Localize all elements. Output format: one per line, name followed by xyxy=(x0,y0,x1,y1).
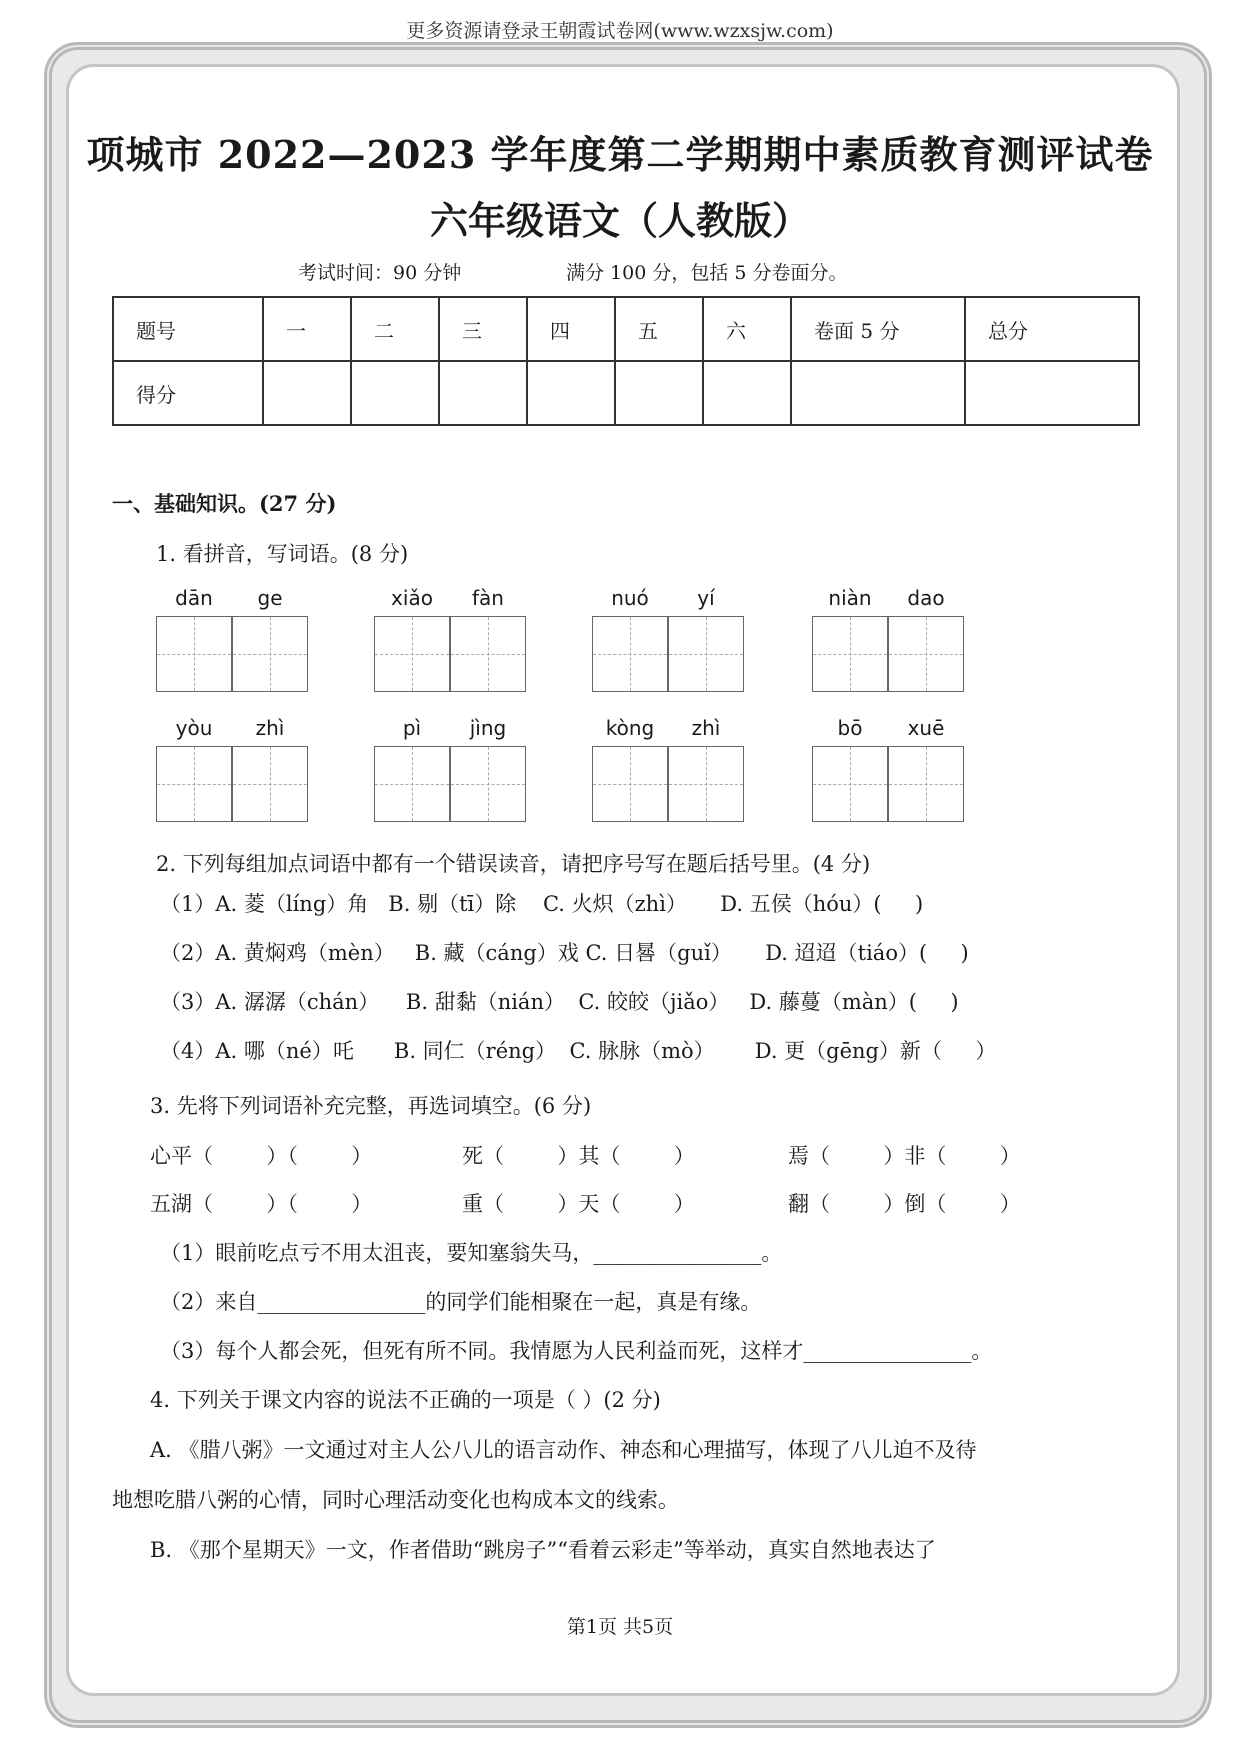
pinyin-text: niàn xyxy=(828,586,872,610)
pinyin-box-group xyxy=(812,716,972,826)
score-cell[interactable] xyxy=(615,361,703,425)
score-header-cell: 一 xyxy=(263,297,351,361)
q3-sentence: （3）每个人都会死，但死有所不同。我情愿为人民利益而死，这样才________________。 xyxy=(160,1339,993,1363)
writing-cell[interactable] xyxy=(812,616,888,692)
pinyin-box-group xyxy=(812,586,972,696)
pinyin-box-group xyxy=(374,716,534,826)
score-cell[interactable] xyxy=(965,361,1139,425)
writing-cell[interactable] xyxy=(592,616,668,692)
writing-cell[interactable] xyxy=(888,616,964,692)
score-row-label: 得分 xyxy=(113,361,263,425)
q2-option-line: （3）A. 潺潺（chán） B. 甜黏（nián） C. 皎皎（jiǎo） D. 藤蔓（màn）( ) xyxy=(160,990,959,1014)
score-header-cell: 三 xyxy=(439,297,527,361)
pinyin-text: ge xyxy=(257,586,283,610)
pinyin-text: yí xyxy=(697,586,715,610)
q2-option-line: （2）A. 黄焖鸡（mèn） B. 藏（cáng）戏 C. 日晷（guǐ） D. 迢迢（tiáo）( ) xyxy=(160,941,969,965)
pinyin-text: zhì xyxy=(255,716,285,740)
q4-option-a: A. 《腊八粥》一文通过对主人公八儿的语言动作、神态和心理描写，体现了八儿迫不及待 xyxy=(150,1438,977,1462)
writing-cell[interactable] xyxy=(812,746,888,822)
writing-cell[interactable] xyxy=(668,616,744,692)
pinyin-box-group xyxy=(592,586,752,696)
pinyin-text: nuó xyxy=(611,586,649,610)
score-table-score-row xyxy=(113,361,1139,425)
pinyin-text: bō xyxy=(837,716,863,740)
pinyin-box-group xyxy=(156,586,316,696)
score-cell[interactable] xyxy=(439,361,527,425)
writing-cell[interactable] xyxy=(374,616,450,692)
q4-label: 4. 下列关于课文内容的说法不正确的一项是（ ）(2 分) xyxy=(150,1388,661,1412)
pinyin-text: pì xyxy=(402,716,422,740)
score-cell[interactable] xyxy=(791,361,965,425)
exam-title: 项城市 2022—2023 学年度第二学期期中素质教育测评试卷 xyxy=(86,132,1154,177)
q2-option-line: （4）A. 哪（né）吒 B. 同仁（réng） C. 脉脉（mò） D. 更（gēng）新（ ） xyxy=(160,1039,997,1063)
writing-cell[interactable] xyxy=(592,746,668,822)
writing-cell[interactable] xyxy=(668,746,744,822)
top-note: 更多资源请登录王朝霞试卷网(www.wzxsjw.com) xyxy=(406,20,834,42)
writing-cell[interactable] xyxy=(450,616,526,692)
q3-word-blank: 焉（ ）非（ ） xyxy=(788,1144,1021,1168)
q3-word-blank: 重（ ）天（ ） xyxy=(462,1192,695,1216)
score-header-cell: 总分 xyxy=(965,297,1139,361)
score-cell[interactable] xyxy=(527,361,615,425)
pinyin-text: xuē xyxy=(907,716,945,740)
q2-option-line: （1）A. 菱（líng）角 B. 剔（tī）除 C. 火炽（zhì） D. 五侯（hóu）( ) xyxy=(160,892,924,916)
exam-time: 考试时间：90 分钟 xyxy=(298,262,462,284)
score-header-cell: 五 xyxy=(615,297,703,361)
writing-cell[interactable] xyxy=(450,746,526,822)
writing-cell[interactable] xyxy=(156,616,232,692)
score-header-cell: 题号 xyxy=(113,297,263,361)
pinyin-box-group xyxy=(592,716,752,826)
q2-label: 2. 下列每组加点词语中都有一个错误读音，请把序号写在题后括号里。(4 分) xyxy=(156,852,871,876)
q4-option-b: B. 《那个星期天》一文，作者借助“跳房子”“看着云彩走”等举动，真实自然地表达了 xyxy=(150,1538,936,1562)
q1-label: 1. 看拼音，写词语。(8 分) xyxy=(156,542,409,566)
page-footer: 第1页 共5页 xyxy=(566,1616,674,1638)
pinyin-text: zhì xyxy=(691,716,721,740)
q3-sentence: （1）眼前吃点亏不用太沮丧，要知塞翁失马，________________。 xyxy=(160,1241,783,1265)
q3-word-blank: 翻（ ）倒（ ） xyxy=(788,1192,1021,1216)
q3-word-blank: 死（ ）其（ ） xyxy=(462,1144,695,1168)
score-header-cell: 二 xyxy=(351,297,439,361)
q3-sentence: （2）来自________________的同学们能相聚在一起，真是有缘。 xyxy=(160,1290,762,1314)
score-header-cell: 六 xyxy=(703,297,791,361)
full-score: 满分 100 分，包括 5 分卷面分。 xyxy=(566,262,848,284)
writing-cell[interactable] xyxy=(232,616,308,692)
writing-cell[interactable] xyxy=(888,746,964,822)
q4-option-a-cont: 地想吃腊八粥的心情，同时心理活动变化也构成本文的线索。 xyxy=(112,1488,679,1512)
score-header-cell: 卷面 5 分 xyxy=(791,297,965,361)
q3-label: 3. 先将下列词语补充完整，再选词填空。(6 分) xyxy=(150,1094,592,1118)
pinyin-box-group xyxy=(374,586,534,696)
score-cell[interactable] xyxy=(703,361,791,425)
pinyin-text: xiǎo xyxy=(391,586,433,610)
pinyin-text: kòng xyxy=(605,716,655,740)
score-cell[interactable] xyxy=(351,361,439,425)
score-header-cell: 四 xyxy=(527,297,615,361)
section1-heading: 一、基础知识。(27 分) xyxy=(112,491,337,516)
writing-cell[interactable] xyxy=(232,746,308,822)
writing-cell[interactable] xyxy=(374,746,450,822)
score-cell[interactable] xyxy=(263,361,351,425)
pinyin-text: fàn xyxy=(472,586,504,610)
pinyin-text: yòu xyxy=(175,716,213,740)
score-table xyxy=(112,296,1140,426)
pinyin-text: dao xyxy=(907,586,945,610)
q3-word-blank: 心平（ ）（ ） xyxy=(150,1144,373,1168)
exam-subtitle: 六年级语文（人教版） xyxy=(429,198,810,243)
writing-cell[interactable] xyxy=(156,746,232,822)
q3-word-blank: 五湖（ ）（ ） xyxy=(150,1192,373,1216)
pinyin-text: jìng xyxy=(469,716,507,740)
pinyin-box-group xyxy=(156,716,316,826)
pinyin-text: dān xyxy=(175,586,213,610)
score-table-header-row xyxy=(113,297,1139,361)
